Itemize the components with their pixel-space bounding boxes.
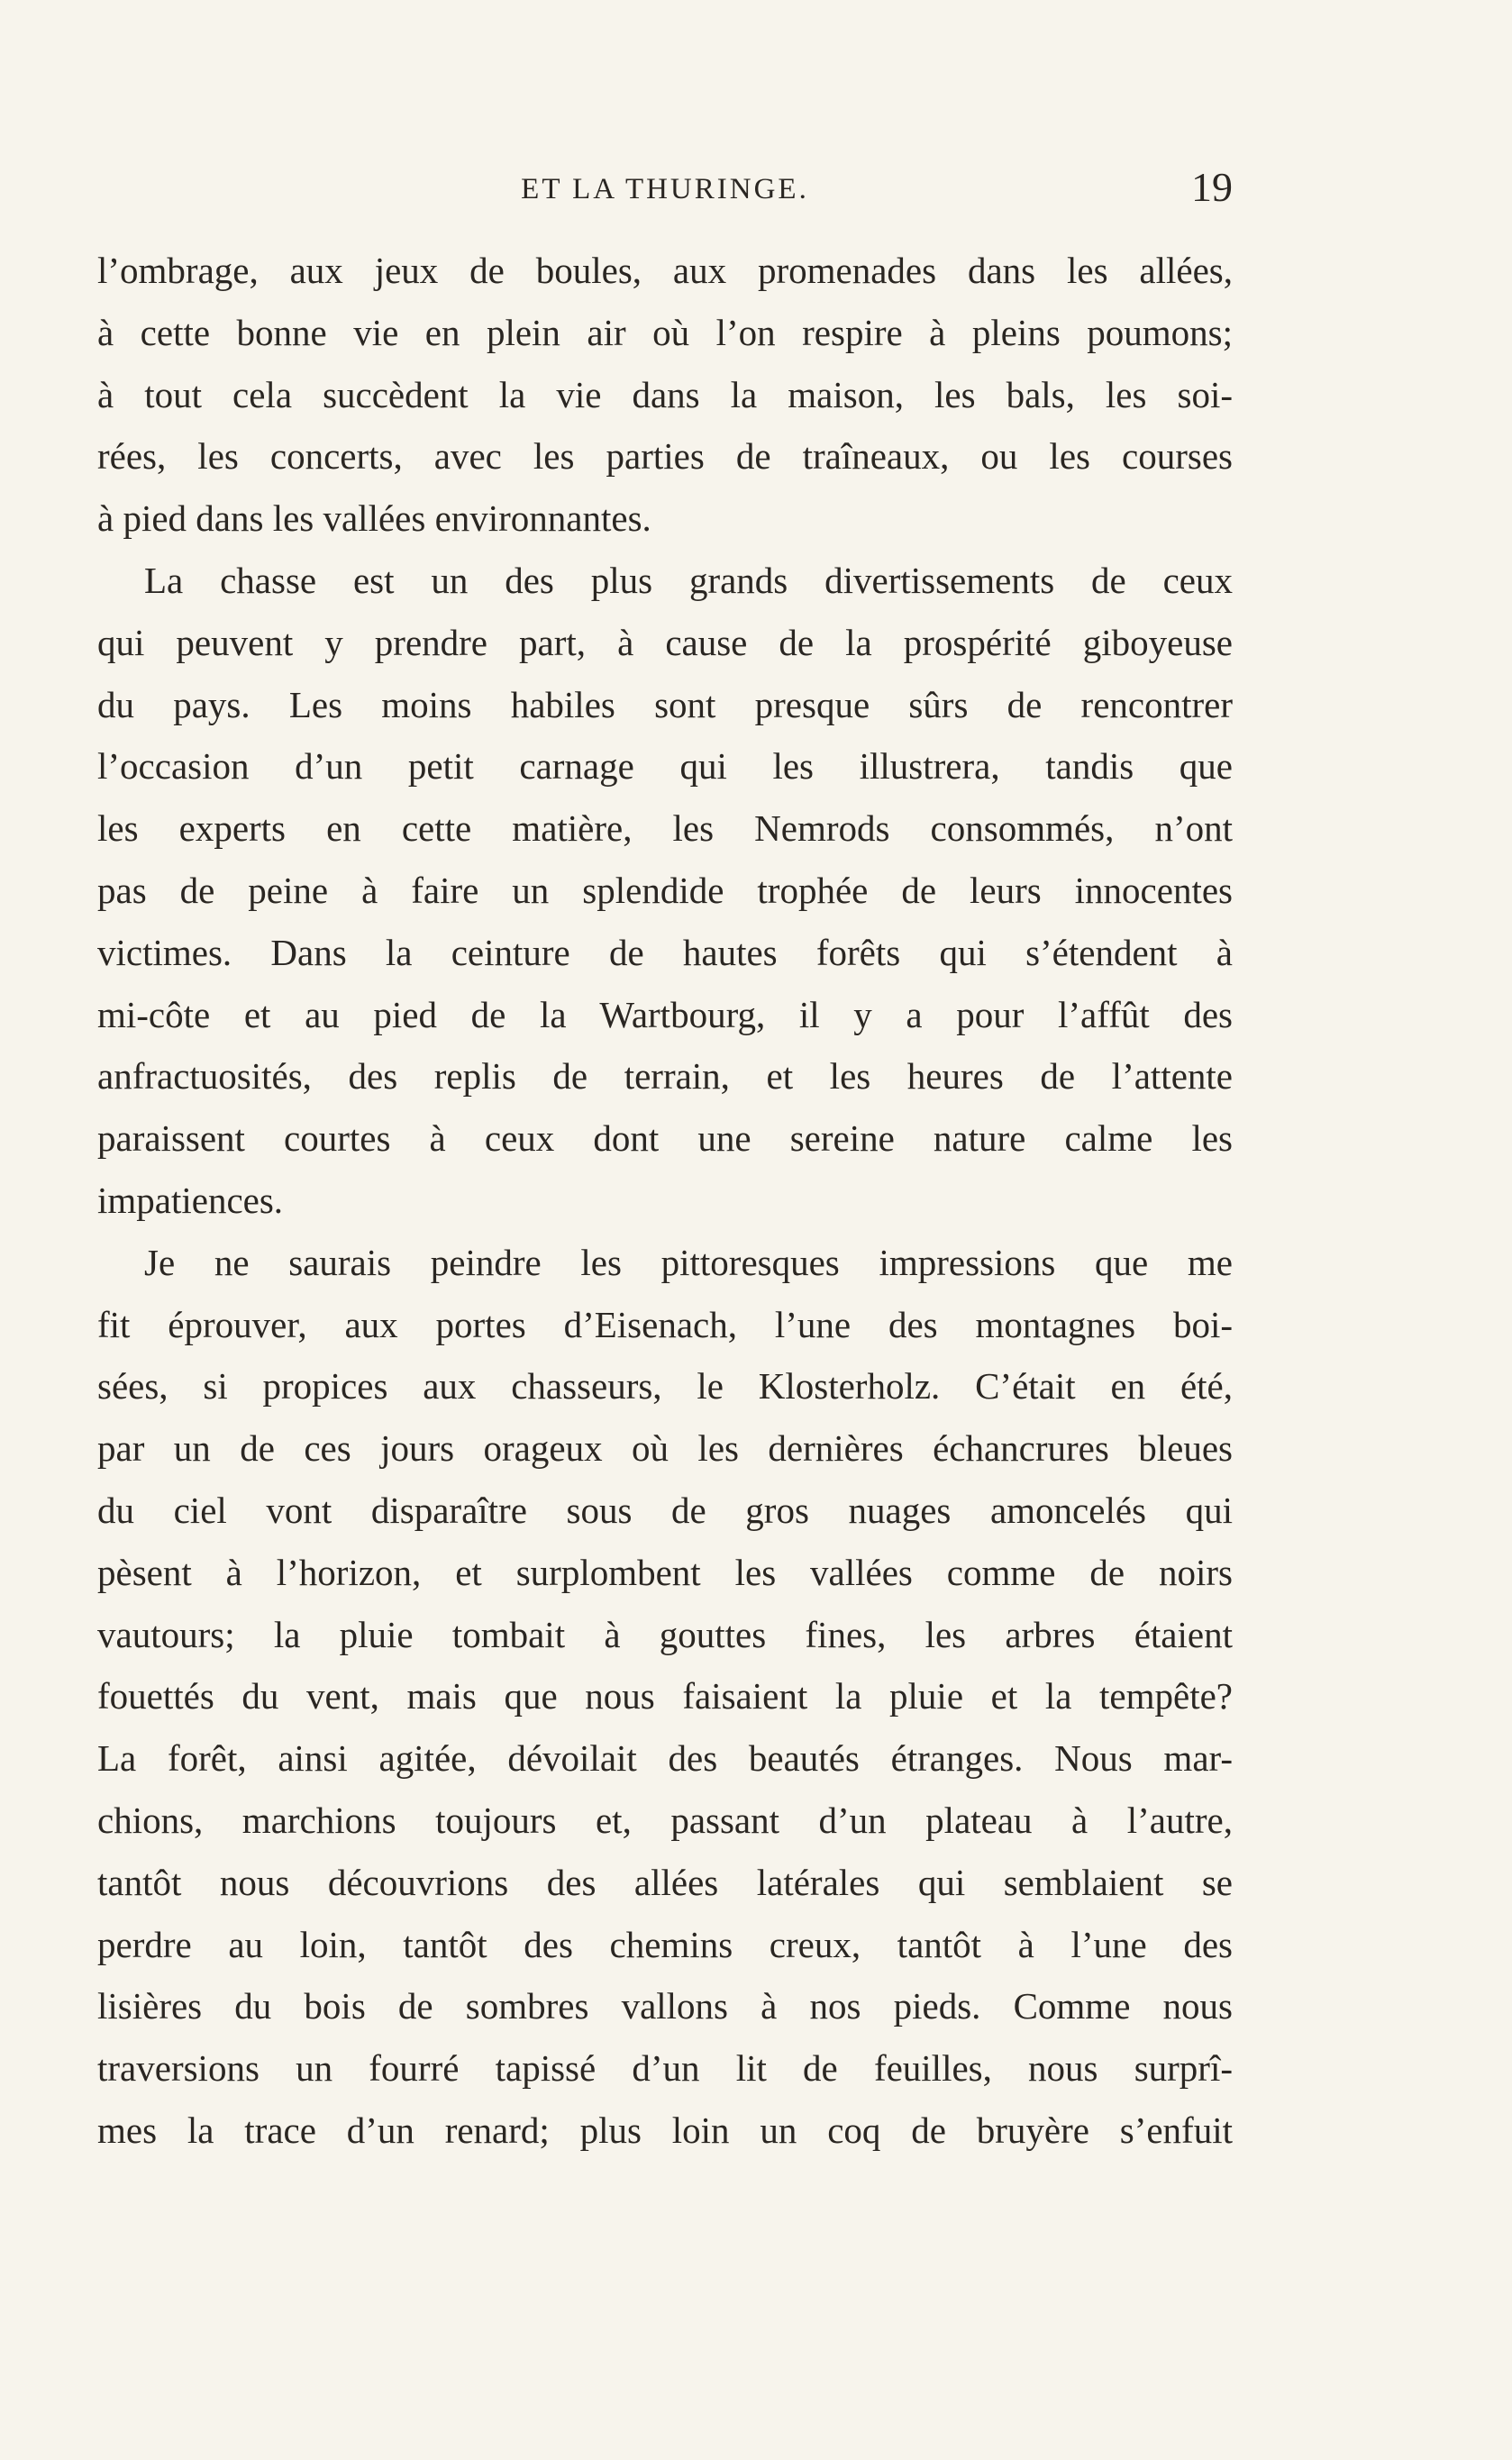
text-line: mi-côte et au pied de la Wartbourg, il y a pour l’affût des [97, 993, 1233, 1035]
text-line: vautours; la pluie tombait à gouttes fines, les arbres étaient [97, 1613, 1233, 1655]
text-line: chions, marchions toujours et, passant d’un plateau à l’autre, [97, 1799, 1233, 1841]
text-line: mes la trace d’un renard; plus loin un coq de bruyère s’enfuit [97, 2109, 1233, 2151]
page-number: 19 [1191, 164, 1233, 210]
text-line: sées, si propices aux chasseurs, le Klosterholz. C’était en été, [97, 1365, 1233, 1408]
text-line: fit éprouver, aux portes d’Eisenach, l’une des montagnes boi- [97, 1303, 1233, 1345]
text-line: tantôt nous découvrions des allées latérales qui semblaient se [97, 1861, 1233, 1903]
text-line: victimes. Dans la ceinture de hautes forêts qui s’étendent à [97, 931, 1233, 973]
text-line: La chasse est un des plus grands divertissements de ceux [144, 559, 1233, 601]
text-line: du pays. Les moins habiles sont presque sûrs de rencontrer [97, 683, 1233, 725]
text-line: paraissent courtes à ceux dont une sereine nature calme les [97, 1117, 1233, 1160]
text-line: qui peuvent y prendre part, à cause de la prospérité giboyeuse [97, 621, 1233, 663]
text-line: lisières du bois de sombres vallons à nos pieds. Comme nous [97, 1985, 1233, 2027]
text-line: anfractuosités, des replis de terrain, et les heures de l’attente [97, 1055, 1233, 1098]
running-title: ET LA THURINGE. [521, 173, 809, 205]
running-header [97, 164, 1233, 214]
text-line: l’occasion d’un petit carnage qui les illustrera, tandis que [97, 745, 1233, 788]
text-line: à cette bonne vie en plein air où l’on respire à pleins poumons; [97, 311, 1233, 353]
text-line: traversions un fourré tapissé d’un lit de feuilles, nous surprî- [97, 2047, 1233, 2090]
text-line: rées, les concerts, avec les parties de traîneaux, ou les courses [97, 435, 1233, 478]
text-line: perdre au loin, tantôt des chemins creux, tantôt à l’une des [97, 1923, 1233, 1965]
text-line: pèsent à l’horizon, et surplombent les vallées comme de noirs [97, 1551, 1233, 1593]
text-line: du ciel vont disparaître sous de gros nuages amoncelés qui [97, 1489, 1233, 1531]
body-text [97, 240, 1233, 2162]
text-line: impatiences. [97, 1179, 284, 1221]
text-line: l’ombrage, aux jeux de boules, aux promenades dans les allées, [97, 250, 1233, 291]
text-line: pas de peine à faire un splendide trophée de leurs innocentes [97, 869, 1233, 911]
text-line: Je ne saurais peindre les pittoresques impressions que me [144, 1241, 1233, 1283]
text-line: La forêt, ainsi agitée, dévoilait des beautés étranges. Nous mar- [97, 1737, 1233, 1780]
text-line: les experts en cette matière, les Nemrods consommés, n’ont [97, 807, 1233, 850]
text-line: à pied dans les vallées environnantes. [97, 497, 651, 540]
text-line: fouettés du vent, mais que nous faisaient la pluie et la tempête? [97, 1675, 1233, 1717]
text-line: à tout cela succèdent la vie dans la maison, les bals, les soi- [97, 373, 1233, 415]
text-line: par un de ces jours orageux où les dernières échancrures bleues [97, 1427, 1233, 1470]
